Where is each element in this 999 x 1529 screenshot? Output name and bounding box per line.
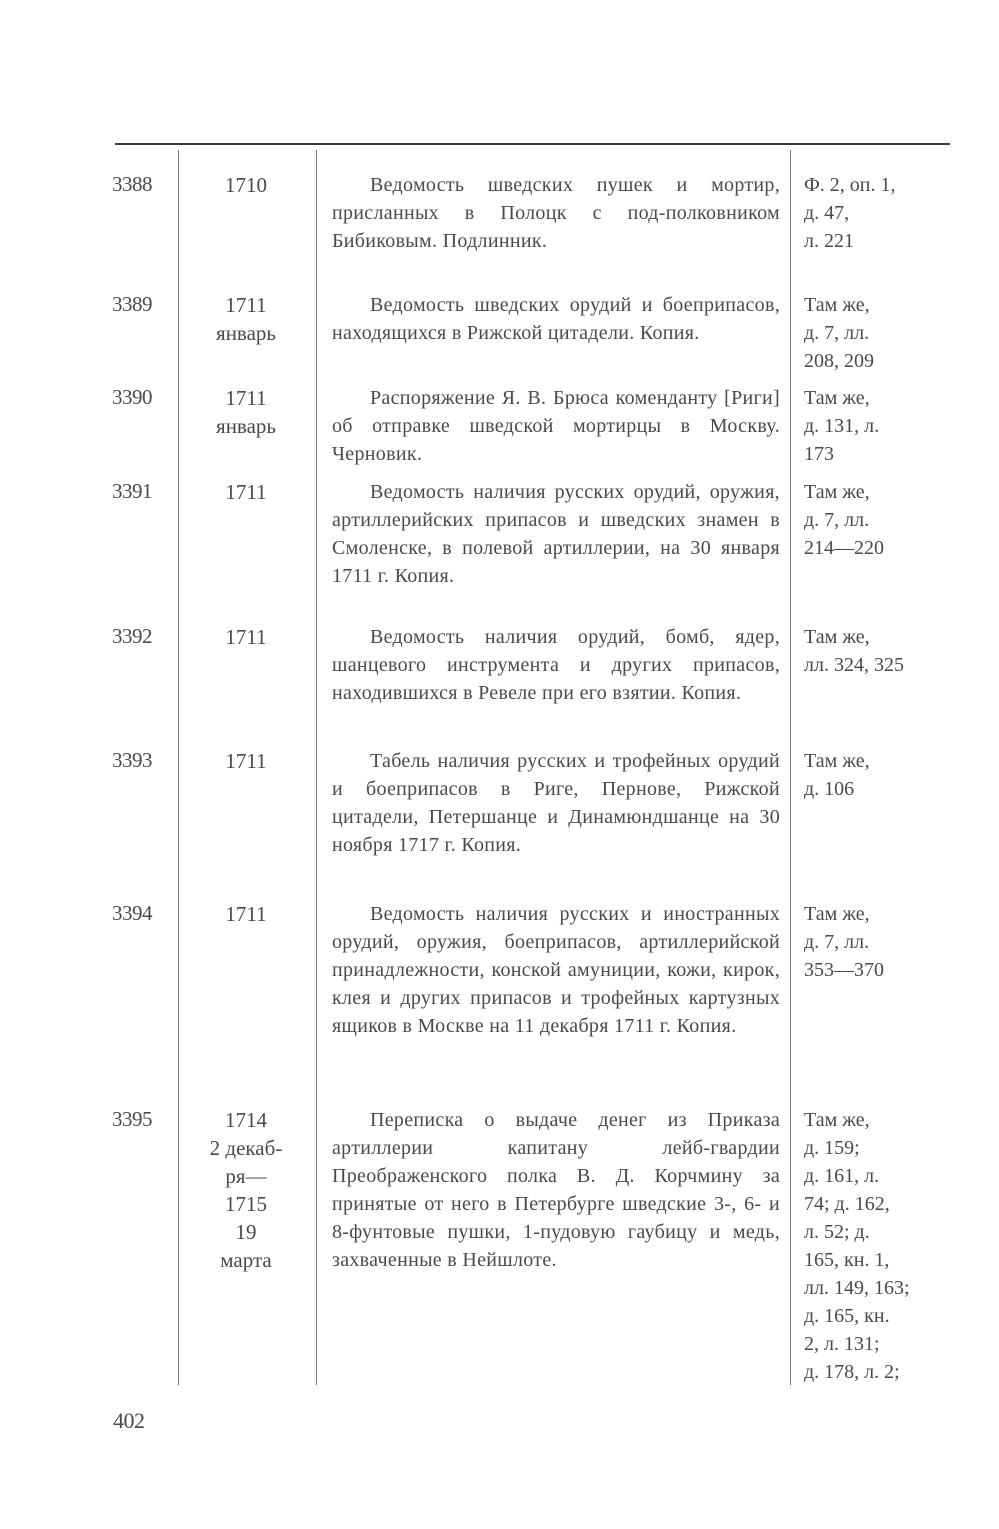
entry-number: 3390 — [112, 385, 152, 409]
entry-date: 1710 — [225, 173, 267, 197]
entry-date: 1711 — [225, 480, 267, 504]
entry-description: Табель наличия русских и трофейных орудий и боеприпасов в Риге, Пернове, Рижской цитадели, Петершанце и Динамюндшанце на 30 ноября 1717 г. Копия. — [332, 750, 780, 856]
entry-number: 3392 — [112, 624, 152, 648]
entry-description: Ведомость наличия орудий, бомб, ядер, шанцевого инструмента и других припасов, находившихся в Ревеле при его взятии. Копия. — [332, 626, 780, 704]
entry-reference: Там же, д. 106 — [804, 750, 870, 800]
entry-reference: Там же, д. 159; д. 161, л. 74; д. 162, л. 52; д. 165, кн. 1, лл. 149, 163; д. 165, кн. 2, л. 131; д. 178, л. 2; — [804, 1109, 910, 1383]
entry-date: 1711 — [225, 749, 267, 773]
entry-number: 3388 — [112, 172, 152, 196]
column-divider-2 — [316, 150, 317, 1385]
entry-date: 1711 январь — [216, 293, 276, 345]
entry-number: 3389 — [112, 292, 152, 316]
entry-date: 1711 — [225, 902, 267, 926]
entry-description: Распоряжение Я. В. Брюса коменданту [Риги] об отправке шведской мортирцы в Москву. Черновик. — [332, 387, 780, 465]
entry-reference: Там же, д. 7, лл. 214—220 — [804, 481, 884, 559]
column-divider-3 — [790, 150, 791, 1385]
entry-number: 3391 — [112, 479, 152, 503]
entry-reference: Там же, д. 7, лл. 353—370 — [804, 903, 884, 981]
entry-description: Ведомость наличия русских и иностранных орудий, оружия, боеприпасов, артиллерийской принадлежности, конской амуниции, кожи, кирок, клея и других припасов и трофейных картузных ящиков в Москве на 11 декабря 1711 г. Копия. — [332, 903, 780, 1037]
entry-number: 3393 — [112, 748, 152, 772]
entry-description: Ведомость шведских пушек и мортир, присланных в Полоцк с под-полковником Бибиковым. Подлинник. — [332, 174, 780, 252]
entry-reference: Там же, д. 7, лл. 208, 209 — [804, 294, 874, 372]
page-number: 402 — [113, 1408, 145, 1433]
entry-date: 1711 январь — [216, 386, 276, 438]
entry-description: Переписка о выдаче денег из Приказа артиллерии капитану лейб-гвардии Преображенского полка В. Д. Корчмину за принятые от него в Петербурге шведские 3-, 6- и 8-фунтовые пушки, 1-пудовую гаубицу и медь, захваченные в Нейшлоте. — [332, 1109, 780, 1271]
entry-description: Ведомость наличия русских орудий, оружия, артиллерийских припасов и шведских знамен в Смоленске, в полевой артиллерии, на 30 января 1711 г. Копия. — [332, 481, 780, 587]
entry-reference: Ф. 2, оп. 1, д. 47, л. 221 — [804, 174, 896, 252]
top-rule — [115, 143, 950, 145]
entry-number: 3394 — [112, 901, 152, 925]
entry-date: 1711 — [225, 625, 267, 649]
entry-number: 3395 — [112, 1107, 152, 1131]
entry-date: 1714 2 декаб- ря— 1715 19 марта — [209, 1108, 283, 1272]
entry-reference: Там же, д. 131, л. 173 — [804, 387, 880, 465]
column-divider-1 — [178, 150, 179, 1385]
entry-reference: Там же, лл. 324, 325 — [804, 626, 904, 676]
entry-description: Ведомость шведских орудий и боеприпасов, находящихся в Рижской цитадели. Копия. — [332, 294, 780, 344]
